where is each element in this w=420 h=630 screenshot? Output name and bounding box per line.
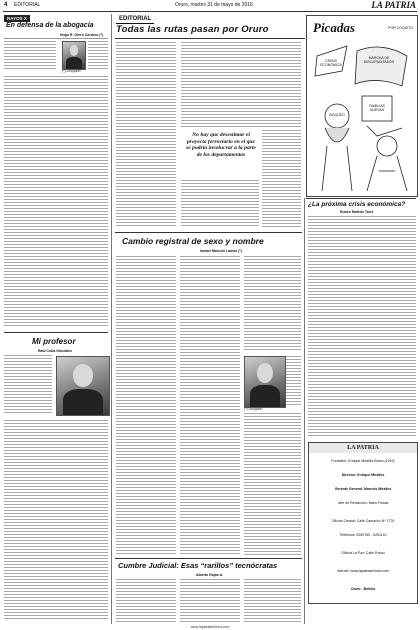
- article-body: [244, 579, 301, 623]
- article-body: [180, 256, 240, 556]
- cartoon-label: BOQUEO: [329, 113, 345, 117]
- article-body: [180, 579, 240, 623]
- column-divider: [304, 198, 305, 624]
- divider: [115, 232, 302, 233]
- masthead-name: LA PATRIA: [309, 443, 417, 453]
- cartoon-label: CRISIS ECONÓMICA: [320, 59, 342, 67]
- masthead-line: Fundador: Enrique Miralles Bravo (1919): [331, 459, 395, 463]
- pull-quote: No hay que desestimar el proyecto ferroviario en el que se podría involucrar a la parte de los departamentos: [186, 132, 256, 158]
- editorial-body: [181, 42, 301, 127]
- section-tag: RAYOS X: [4, 15, 30, 22]
- editorial-body: [262, 130, 301, 227]
- masthead-line: Gerente General: Marcelo Miralles: [334, 487, 392, 491]
- editorial-body: [116, 42, 176, 227]
- section-name: EDITORIAL: [14, 2, 41, 8]
- article-title: Cambio registral de sexo y nombre: [122, 236, 264, 246]
- article-body: [244, 256, 301, 352]
- photo-caption: (*) Abogado: [62, 69, 81, 73]
- author-photo: [56, 356, 110, 416]
- article-body: [244, 413, 301, 556]
- masthead-line: Teléfonos: 5250780 - 5251140: [339, 533, 387, 537]
- editorial-title: Todas las rutas pasan por Oruro: [116, 24, 269, 35]
- article-body: [116, 579, 176, 623]
- article-byline: Raúl Cuba Gonzáles: [38, 349, 72, 353]
- column-divider: [111, 14, 112, 624]
- author-photo: [244, 356, 286, 408]
- masthead-line: Director: Enrique Miralles: [341, 473, 385, 477]
- masthead-line: Oruro - Bolivia: [350, 587, 376, 591]
- divider: [4, 332, 108, 333]
- article-body: [286, 356, 301, 406]
- newspaper-logo: LA PATRIA: [371, 0, 416, 10]
- article-body: [4, 420, 108, 620]
- photo-caption: (*) Abogado: [244, 407, 263, 411]
- article-body: [4, 355, 52, 415]
- masthead-line: Oficina La Paz: Calle Potosí: [341, 551, 385, 555]
- article-body: [308, 216, 416, 438]
- article-body: [116, 256, 176, 556]
- header-rule: [3, 11, 417, 12]
- editorial-tag: EDITORIAL: [116, 15, 154, 24]
- divider: [306, 198, 416, 199]
- masthead-line: Jefe de Redacción: Mario Rosas: [337, 501, 389, 505]
- author-photo: [62, 41, 86, 70]
- divider: [4, 38, 108, 39]
- article-body: [88, 41, 108, 71]
- cartoon-title: Picadas: [313, 20, 355, 35]
- issue-date: Oruro, martes 31 de mayo de 2016: [175, 2, 253, 8]
- article-body: [4, 76, 108, 326]
- masthead-box: [308, 442, 418, 604]
- article-byline: Rubén Mateos Tarré: [340, 210, 374, 214]
- article-title: Cumbre Judicial: Esas “rarillos” tecnócratas: [118, 561, 278, 570]
- article-title: ¿La próxima crisis económica?: [308, 201, 406, 208]
- article-title: En defensa de la abogacía: [6, 22, 94, 29]
- page-footer-url[interactable]: www.lapatriaenlinea.com: [190, 625, 230, 629]
- cartoon-credit: POR COQUITO: [388, 26, 413, 30]
- cartoon-label: MARCHA DE DISCAPACITADOS: [363, 56, 395, 64]
- cartoon-drawing: [307, 16, 417, 196]
- masthead-link[interactable]: Internet: www.lapatriaenlinea.com: [336, 569, 390, 573]
- divider: [115, 558, 302, 559]
- article-byline: Alberto Rojas A.: [196, 573, 224, 577]
- article-title: Mi profesor: [32, 337, 76, 346]
- page-number: 4: [4, 2, 8, 8]
- editorial-cartoon: [306, 15, 418, 197]
- divider: [115, 38, 305, 39]
- cartoon-label: FAMILIAS NUEVAS: [369, 104, 385, 112]
- editorial-body: [181, 180, 259, 227]
- article-body: [4, 41, 56, 71]
- masthead-line: Oficina Central: Calle Camacho Nº 1776: [331, 519, 395, 523]
- article-byline: Ismael Marcelo Lamas (*): [200, 249, 242, 253]
- article-byline: Hugo R. Otero Cordero (*): [60, 33, 103, 37]
